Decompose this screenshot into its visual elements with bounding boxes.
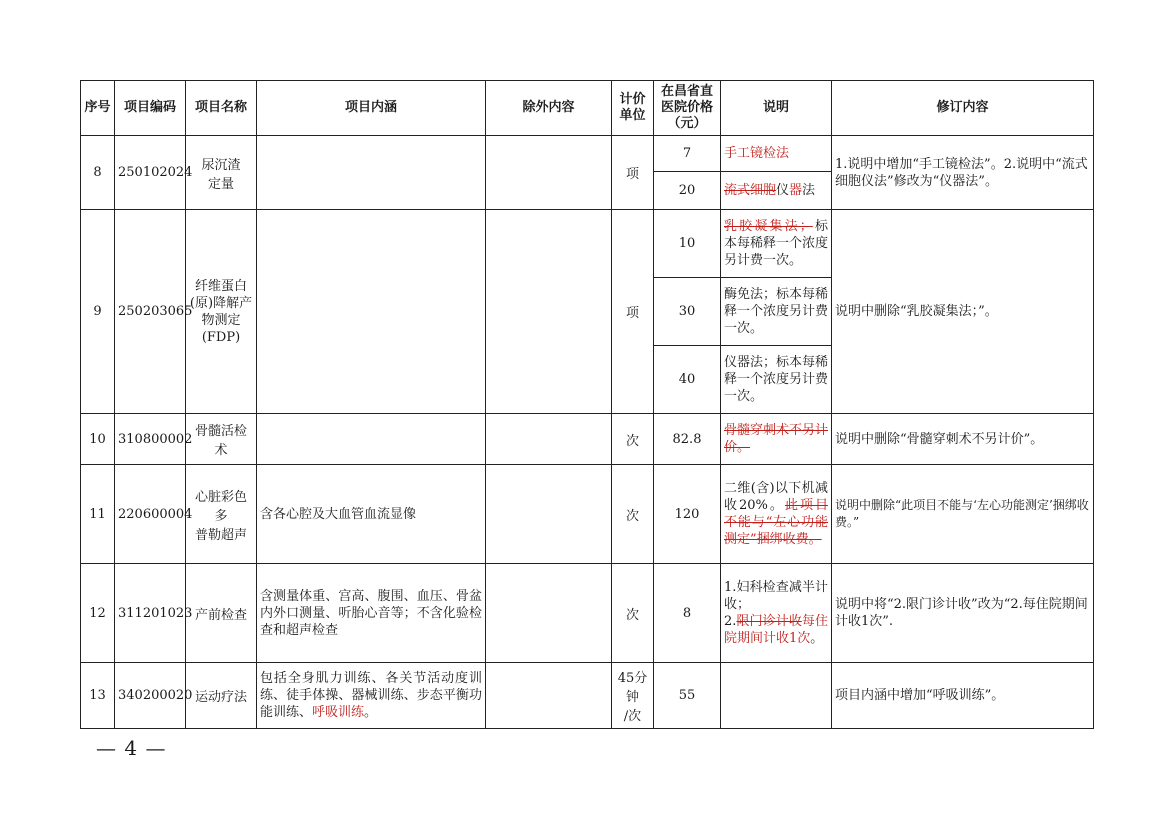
row-seq: 11 (81, 465, 115, 564)
table-row (81, 465, 1094, 564)
row-note: 流式细胞仪器法 (721, 172, 832, 210)
table-row (81, 414, 1094, 465)
row-revision: 1.说明中增加“手工镜检法”。2.说明中“流式细胞仪法”修改为“仪器法”。 (832, 136, 1094, 210)
row-price: 82.8 (654, 414, 721, 465)
row-connotation (257, 414, 486, 465)
row-code: 310800002 (115, 414, 186, 465)
row-price: 40 (654, 346, 721, 414)
row-excluded (486, 564, 612, 663)
row-unit: 45分钟 /次 (612, 663, 654, 729)
row-price: 55 (654, 663, 721, 729)
header-unit: 计价 单位 (612, 81, 654, 136)
header-revision: 修订内容 (832, 81, 1094, 136)
row-excluded (486, 465, 612, 564)
row-unit: 项 (612, 136, 654, 210)
row-connotation (257, 136, 486, 210)
header-note: 说明 (721, 81, 832, 136)
row-price: 20 (654, 172, 721, 210)
row-note: 手工镜检法 (721, 136, 832, 172)
row-revision: 说明中将“2.限门诊计收”改为“2.每住院期间计收1次”. (832, 564, 1094, 663)
row-note: 乳胶凝集法；标本每稀释一个浓度另计费一次。 (721, 210, 832, 278)
row-excluded (486, 210, 612, 414)
row-price: 8 (654, 564, 721, 663)
row-note: 1.妇科检查减半计收； 2.限门诊计收每住院期间计收1次。 (721, 564, 832, 663)
row-excluded (486, 136, 612, 210)
row-excluded (486, 663, 612, 729)
row-note: 仪器法；标本每稀释一个浓度另计费一次。 (721, 346, 832, 414)
row-connotation (257, 210, 486, 414)
row-code: 311201023 (115, 564, 186, 663)
row-unit: 次 (612, 564, 654, 663)
row-connotation: 含测量体重、宫高、腹围、血压、骨盆内外口测量、听胎心音等；不含化验检查和超声检查 (257, 564, 486, 663)
row-name: 心脏彩色多 普勒超声 (186, 465, 257, 564)
fee-revision-table (80, 80, 1094, 729)
row-revision: 项目内涵中增加“呼吸训练”。 (832, 663, 1094, 729)
header-row (81, 81, 1094, 136)
table-row (81, 210, 1094, 278)
row-seq: 9 (81, 210, 115, 414)
row-code: 220600004 (115, 465, 186, 564)
table-row (81, 663, 1094, 729)
row-revision: 说明中删除“乳胶凝集法；”。 (832, 210, 1094, 414)
row-price: 7 (654, 136, 721, 172)
row-name: 骨髓活检术 (186, 414, 257, 465)
row-note: 骨髓穿刺术不另计价。 (721, 414, 832, 465)
row-unit: 次 (612, 465, 654, 564)
row-unit: 项 (612, 210, 654, 414)
row-code: 340200020 (115, 663, 186, 729)
header-name: 项目名称 (186, 81, 257, 136)
header-code: 项目编码 (115, 81, 186, 136)
row-connotation: 包括全身肌力训练、各关节活动度训练、徒手体操、器械训练、步态平衡功能训练、呼吸训练。 (257, 663, 486, 729)
header-price: 在昌省直 医院价格 （元） (654, 81, 721, 136)
row-excluded (486, 414, 612, 465)
row-name: 运动疗法 (186, 663, 257, 729)
row-seq: 8 (81, 136, 115, 210)
row-revision: 说明中删除“骨髓穿刺术不另计价”。 (832, 414, 1094, 465)
row-revision: 说明中删除“此项目不能与‘左心功能测定’捆绑收费。” (832, 465, 1094, 564)
table-row (81, 564, 1094, 663)
row-unit: 次 (612, 414, 654, 465)
row-price: 10 (654, 210, 721, 278)
row-name: 尿沉渣 定量 (186, 136, 257, 210)
row-note (721, 663, 832, 729)
row-price: 120 (654, 465, 721, 564)
row-code: 250102024 (115, 136, 186, 210)
row-connotation: 含各心腔及大血管血流显像 (257, 465, 486, 564)
row-seq: 13 (81, 663, 115, 729)
page-number: — 4 — (96, 736, 167, 760)
row-price: 30 (654, 278, 721, 346)
row-seq: 12 (81, 564, 115, 663)
header-excluded: 除外内容 (486, 81, 612, 136)
header-connotation: 项目内涵 (257, 81, 486, 136)
header-seq: 序号 (81, 81, 115, 136)
table-row (81, 136, 1094, 172)
row-seq: 10 (81, 414, 115, 465)
row-name: 产前检查 (186, 564, 257, 663)
row-note: 二维(含)以下机减收20%。此项目不能与“左心功能测定”捆绑收费。 (721, 465, 832, 564)
row-name: 纤维蛋白 (原)降解产 物测定 (FDP) (186, 210, 257, 414)
row-code: 250203065 (115, 210, 186, 414)
row-note: 酶免法；标本每稀释一个浓度另计费一次。 (721, 278, 832, 346)
